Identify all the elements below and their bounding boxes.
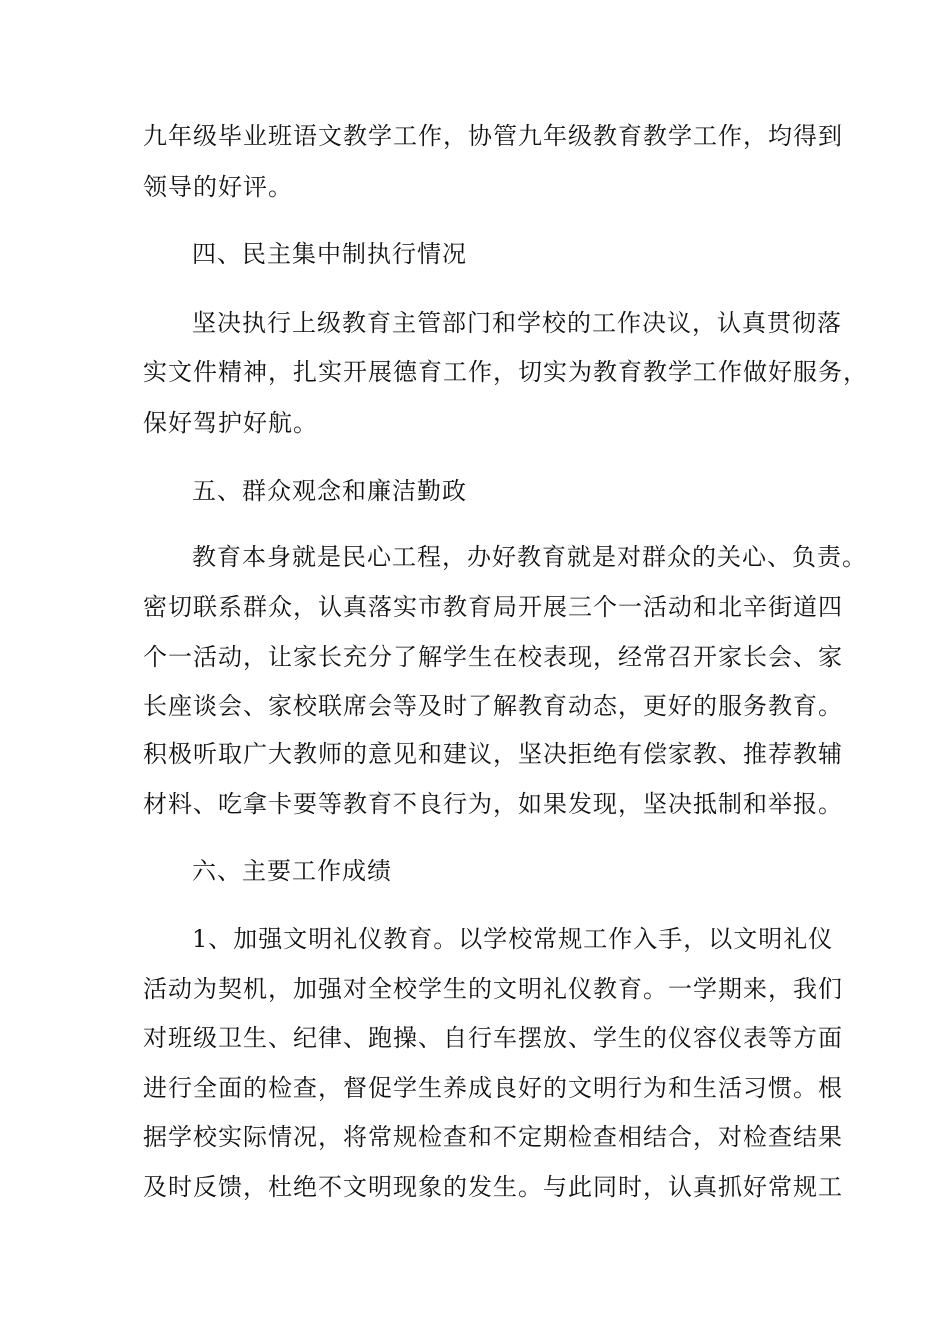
text-line: 个一活动，让家长充分了解学生在校表现，经常召开家长会、家 bbox=[143, 643, 843, 671]
text-line: 九年级毕业班语文教学工作，协管九年级教育教学工作，均得到 bbox=[143, 122, 843, 150]
section-heading: 六、主要工作成绩 bbox=[192, 857, 392, 885]
text-line: 保好驾护好航。 bbox=[143, 409, 318, 437]
text-line: 进行全面的检查，督促学生养成良好的文明行为和生活习惯。根 bbox=[143, 1074, 843, 1102]
text-line: 坚决执行上级教育主管部门和学校的工作决议，认真贯彻落 bbox=[192, 309, 842, 337]
text-line: 教育本身就是民心工程，办好教育就是对群众的关心、负责。 bbox=[192, 543, 867, 571]
section-heading: 四、民主集中制执行情况 bbox=[192, 240, 467, 268]
text-line: 据学校实际情况，将常规检查和不定期检查相结合，对检查结果 bbox=[143, 1123, 843, 1151]
text-line: 领导的好评。 bbox=[143, 173, 293, 201]
text-line: 活动为契机，加强对全校学生的文明礼仪教育。一学期来，我们 bbox=[143, 975, 843, 1003]
text-line: 实文件精神，扎实开展德育工作，切实为教育教学工作做好服务， bbox=[143, 358, 868, 386]
text-line: 及时反馈，杜绝不文明现象的发生。与此同时，认真抓好常规工 bbox=[143, 1173, 843, 1201]
text-line: 积极听取广大教师的意见和建议，坚决拒绝有偿家教、推荐教辅 bbox=[143, 740, 843, 768]
text-line: 1、加强文明礼仪教育。以学校常规工作入手，以文明礼仪 bbox=[192, 925, 834, 953]
text-line: 长座谈会、家校联席会等及时了解教育动态，更好的服务教育。 bbox=[143, 692, 843, 720]
text-line: 密切联系群众，认真落实市教育局开展三个一活动和北辛街道四 bbox=[143, 593, 843, 621]
text-line: 材料、吃拿卡要等教育不良行为，如果发现，坚决抵制和举报。 bbox=[143, 790, 843, 818]
section-heading: 五、群众观念和廉洁勤政 bbox=[192, 477, 467, 505]
text-line: 对班级卫生、纪律、跑操、自行车摆放、学生的仪容仪表等方面 bbox=[143, 1024, 843, 1052]
